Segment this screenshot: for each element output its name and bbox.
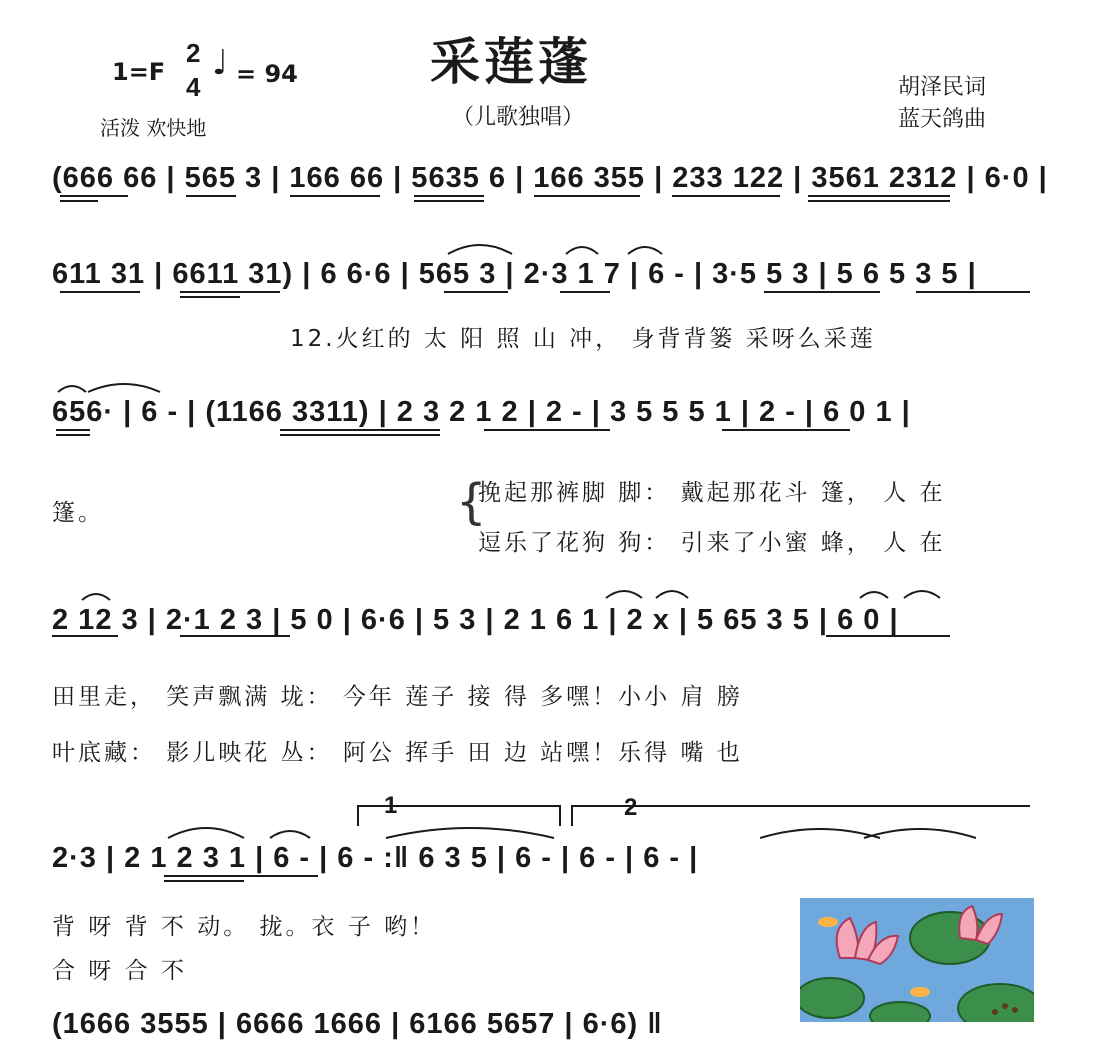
- lyric-row-5-line-1: 背 呀 背 不 动。 拢。衣 子 哟！: [52, 914, 437, 940]
- composer-credit: 蓝天鸽曲: [898, 107, 987, 132]
- lyric-row-3-left: 篷。: [52, 500, 104, 526]
- time-signature-top: 2: [186, 38, 201, 68]
- lyric-row-2-line-1: 12.火红的 太 阳 照 山 冲， 身背背篓 采呀么采莲: [290, 326, 876, 352]
- volta-1-bracket: [358, 806, 560, 826]
- time-signature-bottom: 4: [186, 72, 201, 102]
- slur: [448, 245, 512, 254]
- volta-2-bracket: [572, 806, 1030, 826]
- lyric-row-3-line-2: 逗乐了花狗 狗： 引来了小蜜 蜂， 人 在: [478, 530, 946, 556]
- slur: [168, 828, 244, 838]
- volta-1-label: 1: [384, 792, 398, 819]
- score-row-4-notes: 2 12 3 | 2·1 2 3 | 5 0 | 6·6 | 5 3 | 2 1 6 1 | 2 x | 5 65 3 5 | 6 0 |: [52, 604, 899, 636]
- slur: [860, 592, 888, 598]
- score-row-6-notes: (1666 3555 | 6666 1666 | 6166 5657 | 6·6) ‖: [52, 1008, 663, 1040]
- lotus-illustration: [800, 898, 1034, 1022]
- score-row-1-notes: (666 66 | 565 3 | 166 66 | 5635 6 | 166 355 | 233 122 | 3561 2312 | 6·0 |: [52, 162, 1048, 194]
- page-title: 采莲蓬: [430, 32, 592, 91]
- slur: [58, 386, 86, 392]
- slur: [864, 829, 976, 838]
- slur: [82, 594, 110, 600]
- slur: [606, 591, 642, 598]
- slur: [628, 247, 662, 254]
- lyric-row-3-line-1: 挽起那裤脚 脚： 戴起那花斗 篷， 人 在: [478, 480, 946, 506]
- slur: [656, 591, 688, 598]
- score-row-5-notes: 2·3 | 2 1 2 3 1 | 6 - | 6 - :‖ 6 3 5 | 6 - | 6 - | 6 - |: [52, 842, 699, 874]
- lyric-row-4-line-1: 田里走， 笑声飘满 垅： 今年 莲子 接 得 多嘿！小小 肩 膀: [52, 684, 743, 710]
- volta-2-label: 2: [624, 794, 638, 821]
- lyric-row-4-line-2: 叶底藏： 影儿映花 丛： 阿公 挥手 田 边 站嘿！乐得 嘴 也: [52, 740, 743, 766]
- slur: [386, 828, 554, 838]
- lyric-row-5-line-2: 合 呀 合 不: [52, 958, 187, 984]
- slur: [760, 829, 880, 838]
- slur: [566, 247, 598, 254]
- key-signature: 1=F: [112, 58, 166, 86]
- score-row-2-notes: 611 31 | 6611 31) | 6 6·6 | 565 3 | 2·3 1 7 | 6 - | 3·5 5 3 | 5 6 5 3 5 |: [52, 258, 977, 290]
- slur: [270, 831, 310, 838]
- tempo-marking: 活泼 欢快地: [100, 116, 207, 140]
- slur: [88, 384, 160, 392]
- lyric-brace: {: [456, 474, 487, 530]
- page-subtitle: （儿歌独唱）: [452, 105, 585, 130]
- score-row-3-notes: 656· | 6 - | (1166 3311) | 2 3 2 1 2 | 2 - | 3 5 5 5 1 | 2 - | 6 0 1 |: [52, 396, 911, 428]
- tempo-value: = 94: [236, 60, 298, 88]
- slur: [904, 591, 940, 598]
- lyricist-credit: 胡泽民词: [898, 75, 987, 100]
- quarter-note-icon: ♩: [212, 43, 229, 83]
